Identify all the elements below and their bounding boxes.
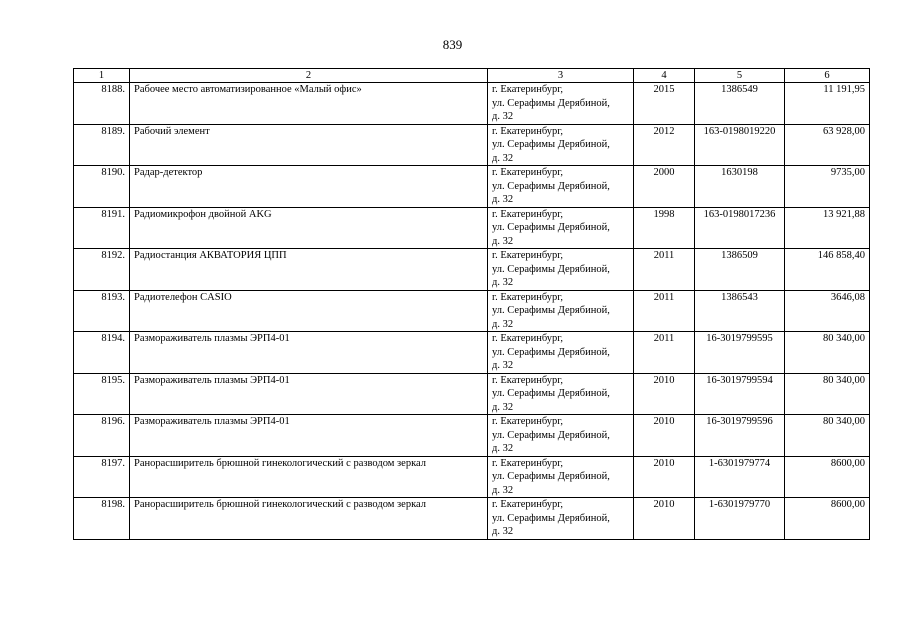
address-line: г. Екатеринбург, (492, 499, 564, 510)
address-line: д. 32 (492, 443, 514, 454)
address-line: д. 32 (492, 360, 514, 371)
item-address (488, 373, 634, 415)
address-line: г. Екатеринбург, (492, 416, 564, 427)
item-address (488, 456, 634, 498)
item-inventory-code: 16-3019799595 (695, 332, 785, 374)
row-number: 8192. (74, 249, 130, 291)
item-price: 9735,00 (785, 166, 870, 208)
column-header-5: 5 (695, 69, 785, 83)
column-header-3: 3 (488, 69, 634, 83)
table-row (74, 207, 870, 249)
row-number: 8190. (74, 166, 130, 208)
address-line: г. Екатеринбург, (492, 167, 564, 178)
item-inventory-code: 1386549 (695, 83, 785, 125)
address-line: ул. Серафимы Дерябиной, (492, 180, 610, 192)
item-name: Радиостанция АКВАТОРИЯ ЦПП (130, 249, 488, 291)
address-line: д. 32 (492, 484, 514, 496)
table-row (74, 498, 870, 540)
address-line: г. Екатеринбург, (492, 457, 564, 469)
item-year: 2010 (634, 456, 695, 498)
address-line: ул. Серафимы Дерябиной, (492, 97, 610, 109)
item-address (488, 415, 634, 457)
address-line: ул. Серафимы Дерябиной, (492, 471, 610, 482)
item-price: 13 921,88 (785, 207, 870, 249)
address-line: д. 32 (492, 194, 514, 205)
address-line: г. Екатеринбург, (492, 250, 564, 261)
address-line: ул. Серафимы Дерябиной, (492, 222, 610, 233)
address-line: г. Екатеринбург, (492, 374, 564, 386)
item-year: 2010 (634, 498, 695, 540)
item-price: 80 340,00 (785, 373, 870, 415)
item-name: Радар-детектор (130, 166, 488, 208)
item-name: Размораживатель плазмы ЭРП4-01 (130, 373, 488, 415)
item-inventory-code: 1-6301979770 (695, 498, 785, 540)
item-year: 2015 (634, 83, 695, 125)
item-inventory-code: 1386543 (695, 290, 785, 332)
item-inventory-code: 16-3019799596 (695, 415, 785, 457)
address-line: ул. Серафимы Дерябиной, (492, 346, 610, 358)
item-price: 146 858,40 (785, 249, 870, 291)
inventory-table (73, 68, 870, 540)
item-address (488, 166, 634, 208)
item-price: 8600,00 (785, 456, 870, 498)
address-line: г. Екатеринбург, (492, 208, 564, 220)
item-name: Размораживатель плазмы ЭРП4-01 (130, 415, 488, 457)
address-line: ул. Серафимы Дерябиной, (492, 429, 610, 441)
item-name: Радиотелефон CASIO (130, 290, 488, 332)
item-year: 2011 (634, 249, 695, 291)
item-address (488, 332, 634, 374)
address-line: г. Екатеринбург, (492, 125, 564, 137)
row-number: 8193. (74, 290, 130, 332)
item-inventory-code: 1-6301979774 (695, 456, 785, 498)
item-address (488, 83, 634, 125)
address-line: д. 32 (492, 277, 514, 288)
item-address (488, 249, 634, 291)
address-line: д. 32 (492, 152, 514, 164)
address-line: ул. Серафимы Дерябиной, (492, 512, 610, 524)
item-inventory-code: 1630198 (695, 166, 785, 208)
address-line: г. Екатеринбург, (492, 333, 564, 344)
row-number: 8195. (74, 373, 130, 415)
item-inventory-code: 16-3019799594 (695, 373, 785, 415)
item-address (488, 207, 634, 249)
item-name: Ранорасширитель брюшной гинекологический с разводом зеркал (130, 456, 488, 498)
item-year: 2012 (634, 124, 695, 166)
table-row (74, 373, 870, 415)
column-header-1: 1 (74, 69, 130, 83)
table-row (74, 83, 870, 125)
item-price: 3646,08 (785, 290, 870, 332)
item-inventory-code: 1386509 (695, 249, 785, 291)
item-name: Ранорасширитель брюшной гинекологический с разводом зеркал (130, 498, 488, 540)
item-name: Рабочий элемент (130, 124, 488, 166)
item-price: 80 340,00 (785, 332, 870, 374)
row-number: 8188. (74, 83, 130, 125)
address-line: д. 32 (492, 526, 514, 537)
item-name: Рабочее место автоматизированное «Малый офис» (130, 83, 488, 125)
item-year: 2010 (634, 373, 695, 415)
item-year: 1998 (634, 207, 695, 249)
table-row (74, 166, 870, 208)
address-line: д. 32 (492, 111, 514, 122)
column-header-4: 4 (634, 69, 695, 83)
item-year: 2011 (634, 332, 695, 374)
item-price: 8600,00 (785, 498, 870, 540)
item-year: 2011 (634, 290, 695, 332)
address-line: ул. Серафимы Дерябиной, (492, 305, 610, 316)
item-address (488, 124, 634, 166)
item-price: 80 340,00 (785, 415, 870, 457)
row-number: 8196. (74, 415, 130, 457)
item-price: 11 191,95 (785, 83, 870, 125)
item-name: Радиомикрофон двойной AKG (130, 207, 488, 249)
column-header-2: 2 (130, 69, 488, 83)
table-row (74, 290, 870, 332)
row-number: 8197. (74, 456, 130, 498)
address-line: д. 32 (492, 235, 514, 247)
table-row (74, 456, 870, 498)
item-inventory-code: 163-0198017236 (695, 207, 785, 249)
table-row (74, 415, 870, 457)
row-number: 8189. (74, 124, 130, 166)
table-row (74, 332, 870, 374)
row-number: 8191. (74, 207, 130, 249)
item-address (488, 290, 634, 332)
row-number: 8198. (74, 498, 130, 540)
header-row (74, 69, 870, 83)
address-line: ул. Серафимы Дерябиной, (492, 388, 610, 399)
item-year: 2000 (634, 166, 695, 208)
address-line: г. Екатеринбург, (492, 291, 564, 303)
address-line: ул. Серафимы Дерябиной, (492, 139, 610, 150)
item-name: Размораживатель плазмы ЭРП4-01 (130, 332, 488, 374)
address-line: д. 32 (492, 401, 514, 413)
item-year: 2010 (634, 415, 695, 457)
address-line: д. 32 (492, 318, 514, 330)
address-line: ул. Серафимы Дерябиной, (492, 263, 610, 275)
address-line: г. Екатеринбург, (492, 84, 564, 95)
item-price: 63 928,00 (785, 124, 870, 166)
table-row (74, 124, 870, 166)
column-header-6: 6 (785, 69, 870, 83)
item-inventory-code: 163-0198019220 (695, 124, 785, 166)
row-number: 8194. (74, 332, 130, 374)
table-row (74, 249, 870, 291)
item-address (488, 498, 634, 540)
page-number: 839 (442, 37, 463, 52)
